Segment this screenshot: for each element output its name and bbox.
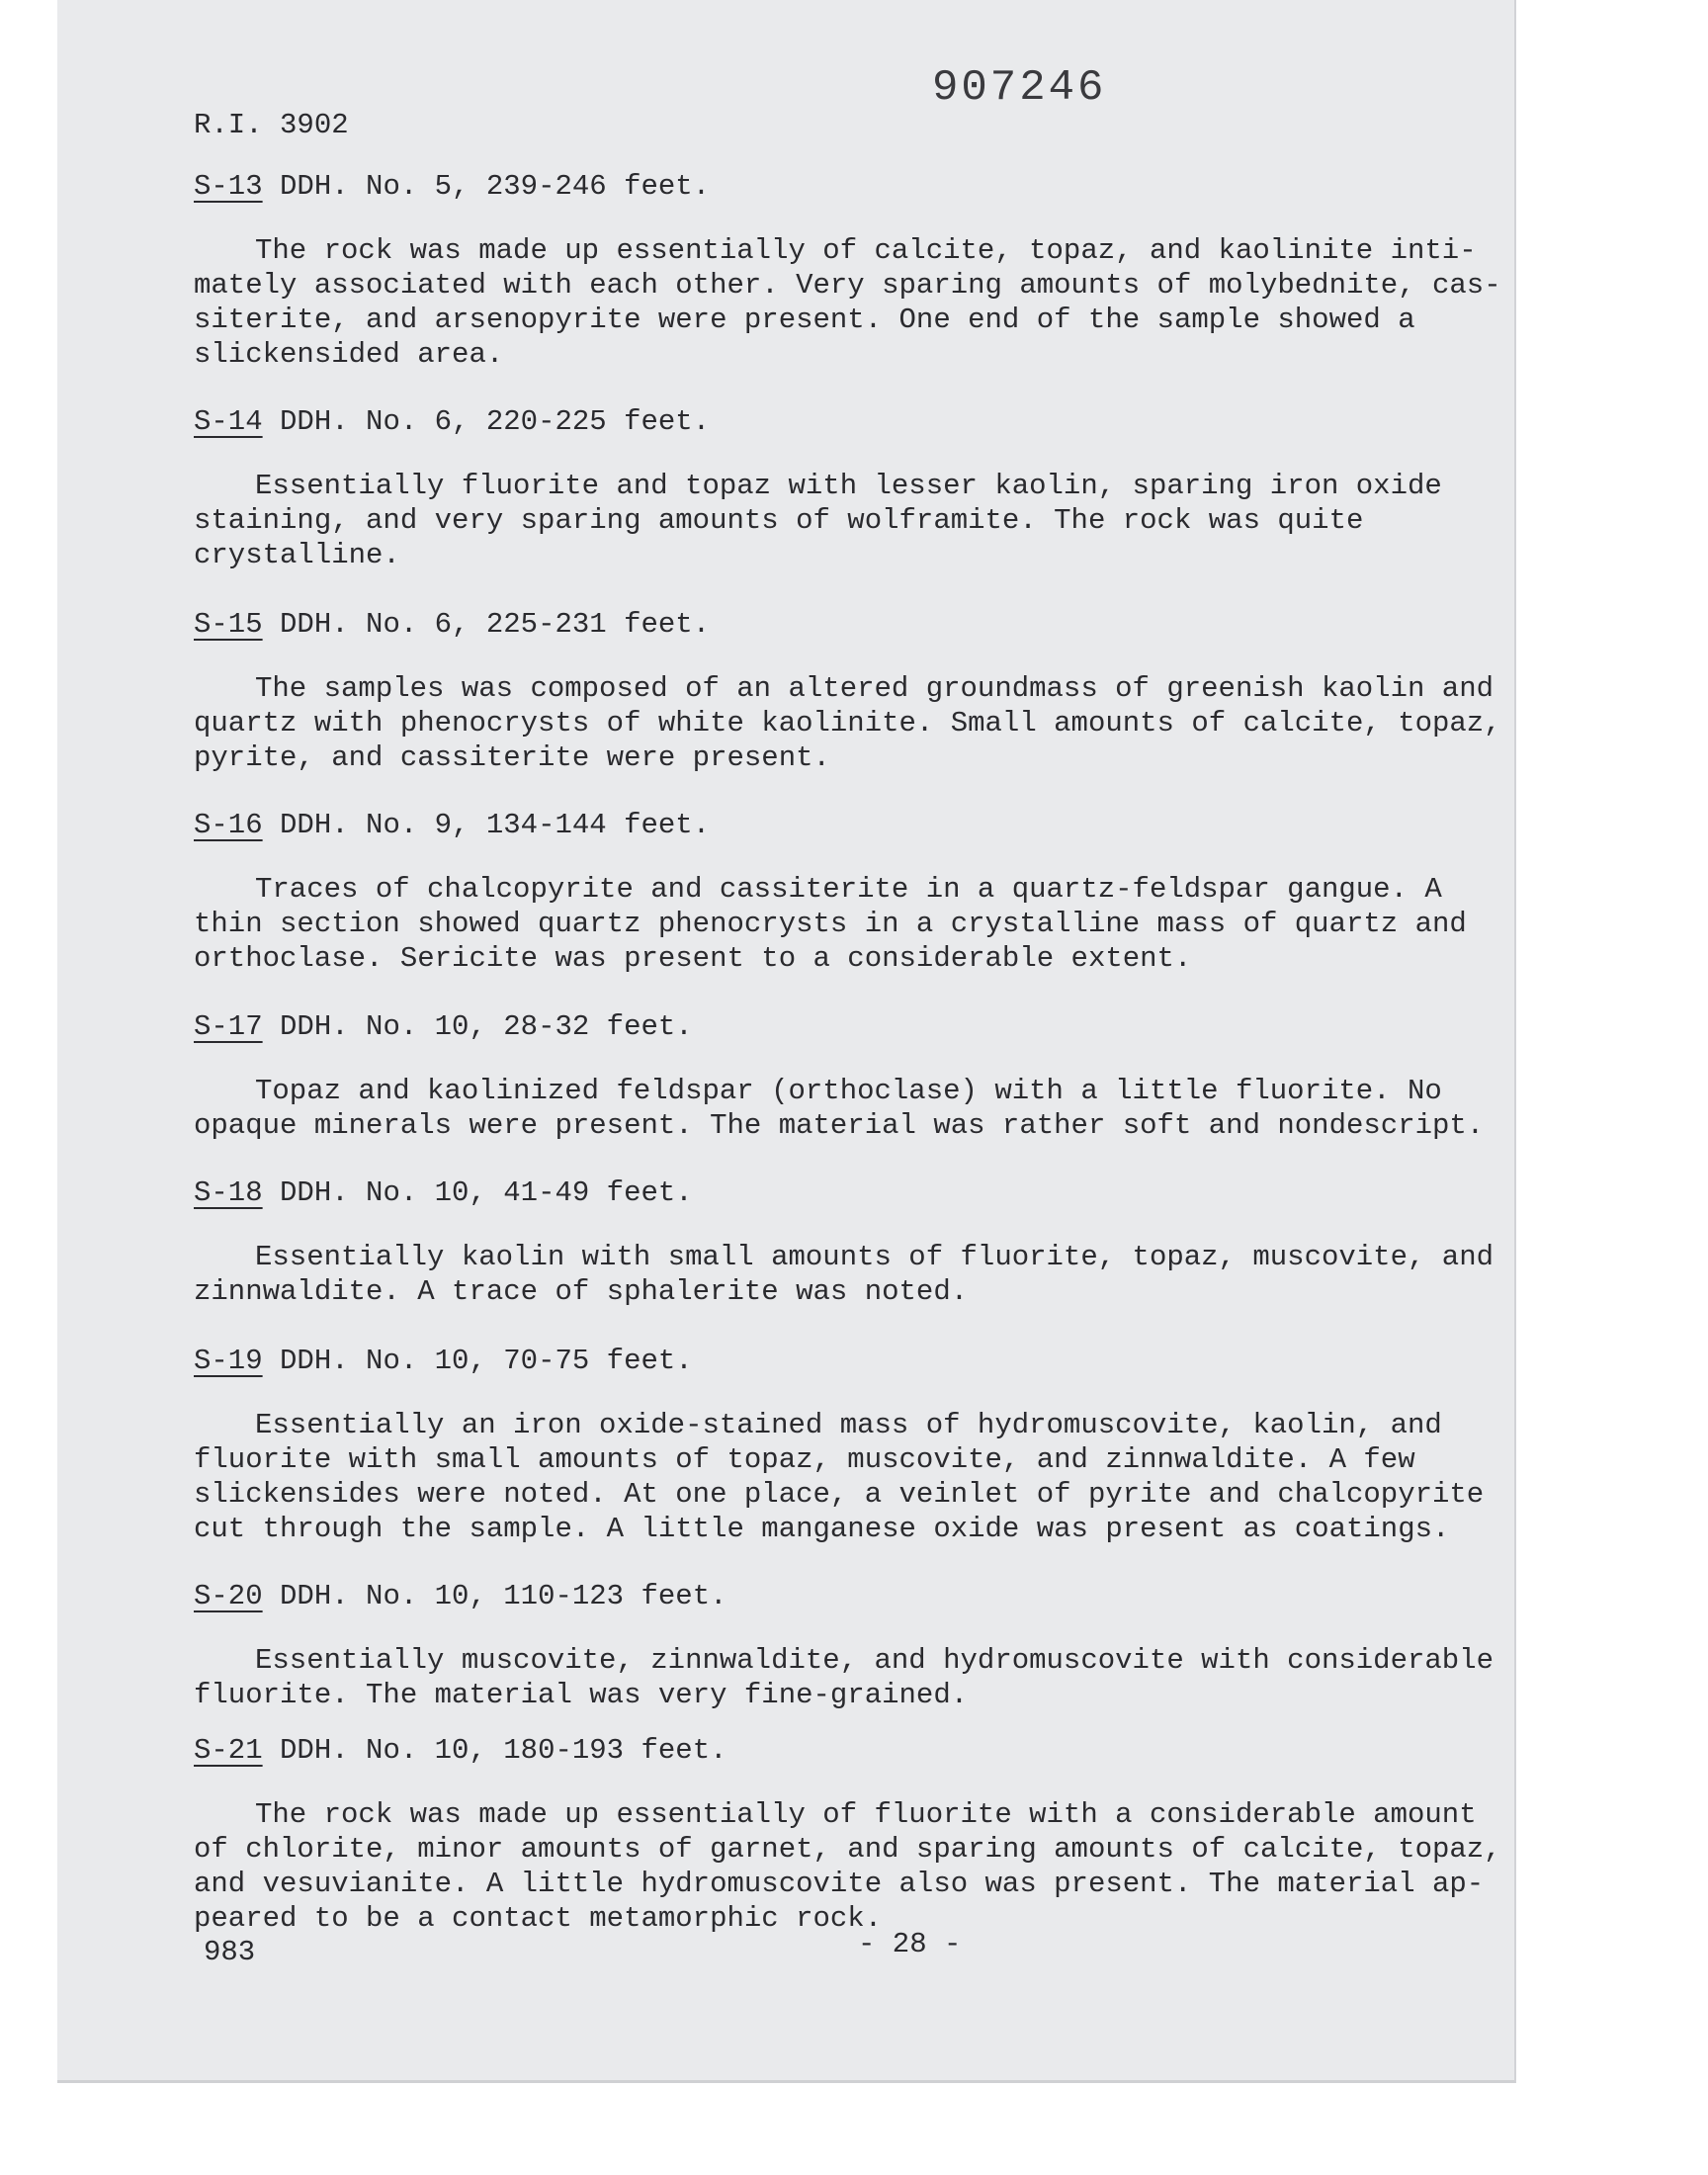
sample-section <box>194 1734 1518 1936</box>
sample-id: S-18 <box>194 1176 263 1209</box>
sample-id: S-16 <box>194 809 263 841</box>
section-heading <box>194 1734 1518 1768</box>
sample-section <box>194 405 1518 572</box>
sample-section <box>194 170 1518 372</box>
report-id: R.I. 3902 <box>194 109 349 141</box>
sample-id: S-21 <box>194 1734 263 1767</box>
sample-section <box>194 1010 1518 1143</box>
drill-hole-interval: DDH. No. 6, 220-225 feet. <box>280 405 711 438</box>
footer-code: 983 <box>204 1936 256 1968</box>
page-number: - 28 - <box>858 1928 962 1960</box>
section-description: The rock was made up essentially of fluorite with a considerable amount of chlorite, minor amounts of garnet, and sparing amounts of calcite, topaz, and vesuvianite. A little hydromuscovite also was present. The material ap- peared to be a contact metamorphic rock. <box>194 1798 1501 1935</box>
drill-hole-interval: DDH. No. 10, 28-32 feet. <box>280 1010 693 1043</box>
sample-id: S-14 <box>194 405 263 438</box>
section-description: The rock was made up essentially of calcite, topaz, and kaolinite inti- mately associated with each other. Very sparing amounts of molybednite, cas- siterite, and arsenopyrite were present. One end of the sample showed a slickensided area. <box>194 234 1501 371</box>
section-heading <box>194 1010 1518 1044</box>
section-heading <box>194 809 1518 842</box>
section-description: Essentially an iron oxide-stained mass of hydromuscovite, kaolin, and fluorite with small amounts of topaz, muscovite, and zinnwaldite. A few slickensides were noted. At one place, a veinlet of pyrite and chalcopyrite cut through the sample. A little manganese oxide was present as coatings. <box>194 1409 1485 1545</box>
section-heading <box>194 1176 1518 1210</box>
sample-section <box>194 1580 1518 1712</box>
sample-id: S-19 <box>194 1345 263 1377</box>
sample-id: S-15 <box>194 608 263 641</box>
section-description: Topaz and kaolinized feldspar (orthoclase) with a little fluorite. No opaque minerals were present. The material was rather soft and nondescript. <box>194 1075 1485 1142</box>
section-description: The samples was composed of an altered groundmass of greenish kaolin and quartz with phenocrysts of white kaolinite. Small amounts of calcite, topaz, pyrite, and cassiterite were present. <box>194 672 1501 774</box>
document-page <box>57 0 1516 2083</box>
section-heading <box>194 170 1518 204</box>
sample-section <box>194 809 1518 976</box>
sample-section <box>194 1176 1518 1309</box>
section-description: Essentially kaolin with small amounts of fluorite, topaz, muscovite, and zinnwaldite. A trace of sphalerite was noted. <box>194 1241 1494 1308</box>
drill-hole-interval: DDH. No. 5, 239-246 feet. <box>280 170 711 203</box>
sample-id: S-20 <box>194 1580 263 1612</box>
section-heading <box>194 405 1518 439</box>
drill-hole-interval: DDH. No. 10, 41-49 feet. <box>280 1176 693 1209</box>
drill-hole-interval: DDH. No. 10, 110-123 feet. <box>280 1580 727 1612</box>
drill-hole-interval: DDH. No. 9, 134-144 feet. <box>280 809 711 841</box>
section-heading <box>194 1345 1518 1378</box>
sample-section <box>194 1345 1518 1546</box>
section-heading <box>194 608 1518 642</box>
sample-id: S-13 <box>194 170 263 203</box>
section-description: Essentially muscovite, zinnwaldite, and hydromuscovite with considerable fluorite. The material was very fine-grained. <box>194 1644 1494 1711</box>
section-description: Traces of chalcopyrite and cassiterite in a quartz-feldspar gangue. A thin section showed quartz phenocrysts in a crystalline mass of quartz and orthoclase. Sericite was present to a considerable extent. <box>194 873 1467 975</box>
drill-hole-interval: DDH. No. 10, 180-193 feet. <box>280 1734 727 1767</box>
sample-id: S-17 <box>194 1010 263 1043</box>
sample-section <box>194 608 1518 775</box>
document-number: 907246 <box>932 63 1107 113</box>
drill-hole-interval: DDH. No. 10, 70-75 feet. <box>280 1345 693 1377</box>
section-description: Essentially fluorite and topaz with lesser kaolin, sparing iron oxide staining, and very sparing amounts of wolframite. The rock was quite crystalline. <box>194 470 1442 571</box>
section-heading <box>194 1580 1518 1613</box>
drill-hole-interval: DDH. No. 6, 225-231 feet. <box>280 608 711 641</box>
